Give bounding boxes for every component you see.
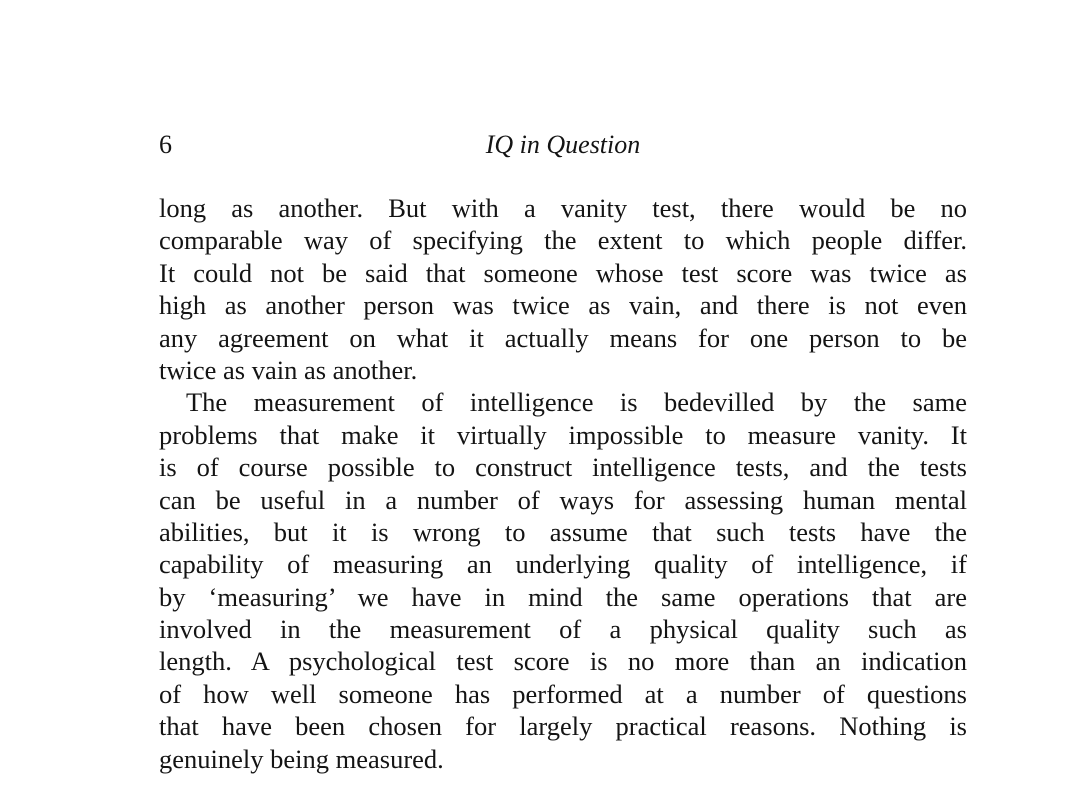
text-line: any agreement on what it actually means for one person to be: [159, 322, 967, 353]
paragraph-1: [159, 192, 967, 386]
running-head: [159, 128, 967, 162]
text-line: capability of measuring an underlying quality of intelligence, if: [159, 549, 967, 580]
text-line: is of course possible to construct intelligence tests, and the tests: [159, 452, 967, 483]
page-number: 6: [159, 130, 172, 159]
text-line: can be useful in a number of ways for assessing human mental: [159, 484, 967, 515]
text-line: comparable way of specifying the extent to which people differ.: [159, 225, 967, 256]
text-line: twice as vain as another.: [159, 354, 418, 385]
text-line: The measurement of intelligence is bedevilled by the same: [186, 387, 967, 418]
text-line: involved in the measurement of a physical quality such as: [159, 614, 967, 645]
text-line: of how well someone has performed at a number of questions: [159, 678, 967, 709]
text-line: genuinely being measured.: [159, 743, 444, 774]
text-line: length. A psychological test score is no more than an indication: [159, 646, 967, 677]
text-line: abilities, but it is wrong to assume that such tests have the: [159, 516, 967, 547]
text-line: It could not be said that someone whose test score was twice as: [159, 257, 967, 288]
book-title: IQ in Question: [485, 130, 641, 159]
text-line: that have been chosen for largely practical reasons. Nothing is: [159, 711, 967, 742]
text-line: problems that make it virtually impossible to measure vanity. It: [159, 419, 967, 450]
body-text: [159, 192, 967, 775]
text-line: long as another. But with a vanity test, there would be no: [159, 193, 967, 223]
text-line: high as another person was twice as vain, and there is not even: [159, 290, 967, 321]
text-line: by ‘measuring’ we have in mind the same operations that are: [159, 581, 967, 612]
paragraph-2: [159, 386, 967, 775]
